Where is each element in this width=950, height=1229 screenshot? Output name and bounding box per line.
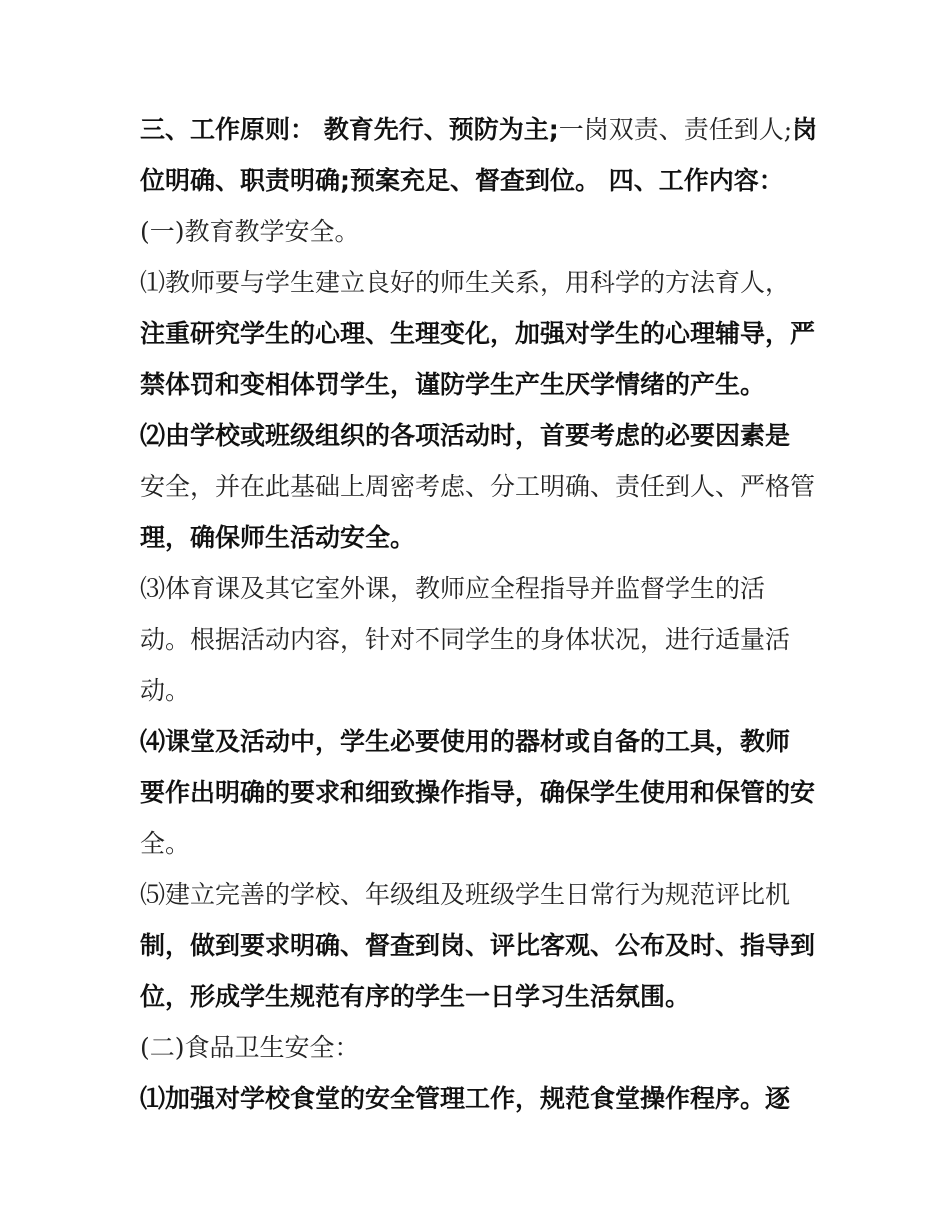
text-line: ⑶体育课及其它室外课，教师应全程指导并监督学生的活 xyxy=(140,574,766,603)
text-line: 动。 xyxy=(140,676,191,705)
text-line-principles xyxy=(140,110,830,150)
text-line: ⑴教师要与学生建立良好的师生关系，用科学的方法育人， xyxy=(140,268,791,297)
text-segment: 岗 xyxy=(792,115,818,144)
text-segment: 一岗双责、责任到人; xyxy=(558,115,793,144)
text-segment: 三、工作原则： 教育先行、预防为主; xyxy=(140,115,559,144)
text-line: 位，形成学生规范有序的学生一日学习生活氛围。 xyxy=(140,982,691,1011)
text-line: 位明确、职责明确;预案充足、督查到位。 四、工作内容： xyxy=(140,166,784,195)
text-line: ⑷课堂及活动中，学生必要使用的器材或自备的工具，教师 xyxy=(140,727,791,756)
section-heading-teaching-safety: (一)教育教学安全。 xyxy=(140,217,360,246)
section-heading-food-safety: (二)食品卫生安全： xyxy=(140,1033,360,1062)
text-line: 注重研究学生的心理、生理变化，加强对学生的心理辅导，严 xyxy=(140,319,816,348)
text-line: ⑵由学校或班级组织的各项活动时，首要考虑的必要因素是 xyxy=(140,421,791,450)
text-line: 全。 xyxy=(140,829,191,858)
text-line: 制，做到要求明确、督查到岗、评比客观、公布及时、指导到 xyxy=(140,931,816,960)
text-line: 安全，并在此基础上周密考虑、分工明确、责任到人、严格管 xyxy=(140,472,816,501)
text-line: 要作出明确的要求和细致操作指导，确保学生使用和保管的安 xyxy=(140,778,816,807)
text-line: ⑸建立完善的学校、年级组及班级学生日常行为规范评比机 xyxy=(140,880,791,909)
text-line: 禁体罚和变相体罚学生，谨防学生产生厌学情绪的产生。 xyxy=(140,370,766,399)
text-line: 动。根据活动内容，针对不同学生的身体状况，进行适量活 xyxy=(140,625,791,654)
text-line: ⑴加强对学校食堂的安全管理工作，规范食堂操作程序。逐 xyxy=(140,1084,791,1113)
text-line: 理，确保师生活动安全。 xyxy=(140,523,416,552)
